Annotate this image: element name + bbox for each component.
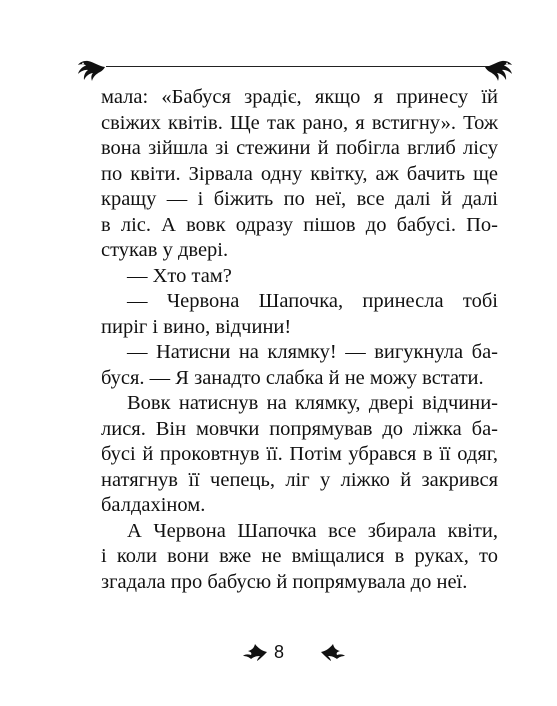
swallow-ornament-icon bbox=[242, 642, 268, 662]
text-line: буся. — Я занадто слабка й не можу встати. bbox=[101, 366, 484, 389]
text-line: стукав у двері. bbox=[101, 239, 229, 261]
text-line: згадала про бабусю й попрямувала до неї. bbox=[101, 570, 468, 593]
text-line: і коли вони вже не вміщалися в руках, то bbox=[101, 545, 498, 567]
text-line: балдахіном. bbox=[101, 494, 206, 516]
bird-head-ornament-icon bbox=[76, 58, 106, 84]
header-rule bbox=[106, 66, 489, 67]
text-line: мала: «Бабуся зрадіє, якщо я принесу їй bbox=[101, 86, 498, 108]
text-line: свіжих квітів. Ще так рано, я встигну». Тож bbox=[101, 111, 498, 134]
text-line: пиріг і вино, відчини! bbox=[101, 315, 292, 338]
text-line: натягнув її чепець, ліг у ліжко й закрився bbox=[101, 468, 498, 491]
swallow-ornament-icon bbox=[320, 642, 346, 662]
text-line: бусі й проковтнув її. Потім убрався в її одяг, bbox=[101, 443, 498, 465]
page-footer bbox=[0, 640, 557, 670]
paragraph-start-line: А Червона Шапочка все збирала квіти, bbox=[127, 519, 498, 542]
dialogue-line: — Хто там? bbox=[127, 264, 232, 287]
page-number: 8 bbox=[273, 642, 284, 662]
text-line: лися. Він мовчки попрямував до ліжка ба- bbox=[101, 417, 498, 440]
text-line: кращу — і біжить по неї, все далі й далі bbox=[101, 188, 498, 210]
dialogue-line: — Натисни на клямку! — вигукнула ба- bbox=[127, 341, 498, 363]
story-text bbox=[101, 85, 498, 595]
text-line: в ліс. А вовк одразу пішов до бабусі. По- bbox=[101, 213, 498, 236]
dialogue-line: — Червона Шапочка, принесла тобі bbox=[127, 290, 498, 312]
bird-head-ornament-icon bbox=[484, 58, 514, 84]
text-line: по квіти. Зірвала одну квітку, аж бачить ще bbox=[101, 162, 498, 185]
paragraph-start-line: Вовк натиснув на клямку, двері відчини- bbox=[127, 392, 498, 414]
text-line: вона зійшла зі стежини й побігла вглиб лісу bbox=[101, 137, 498, 159]
